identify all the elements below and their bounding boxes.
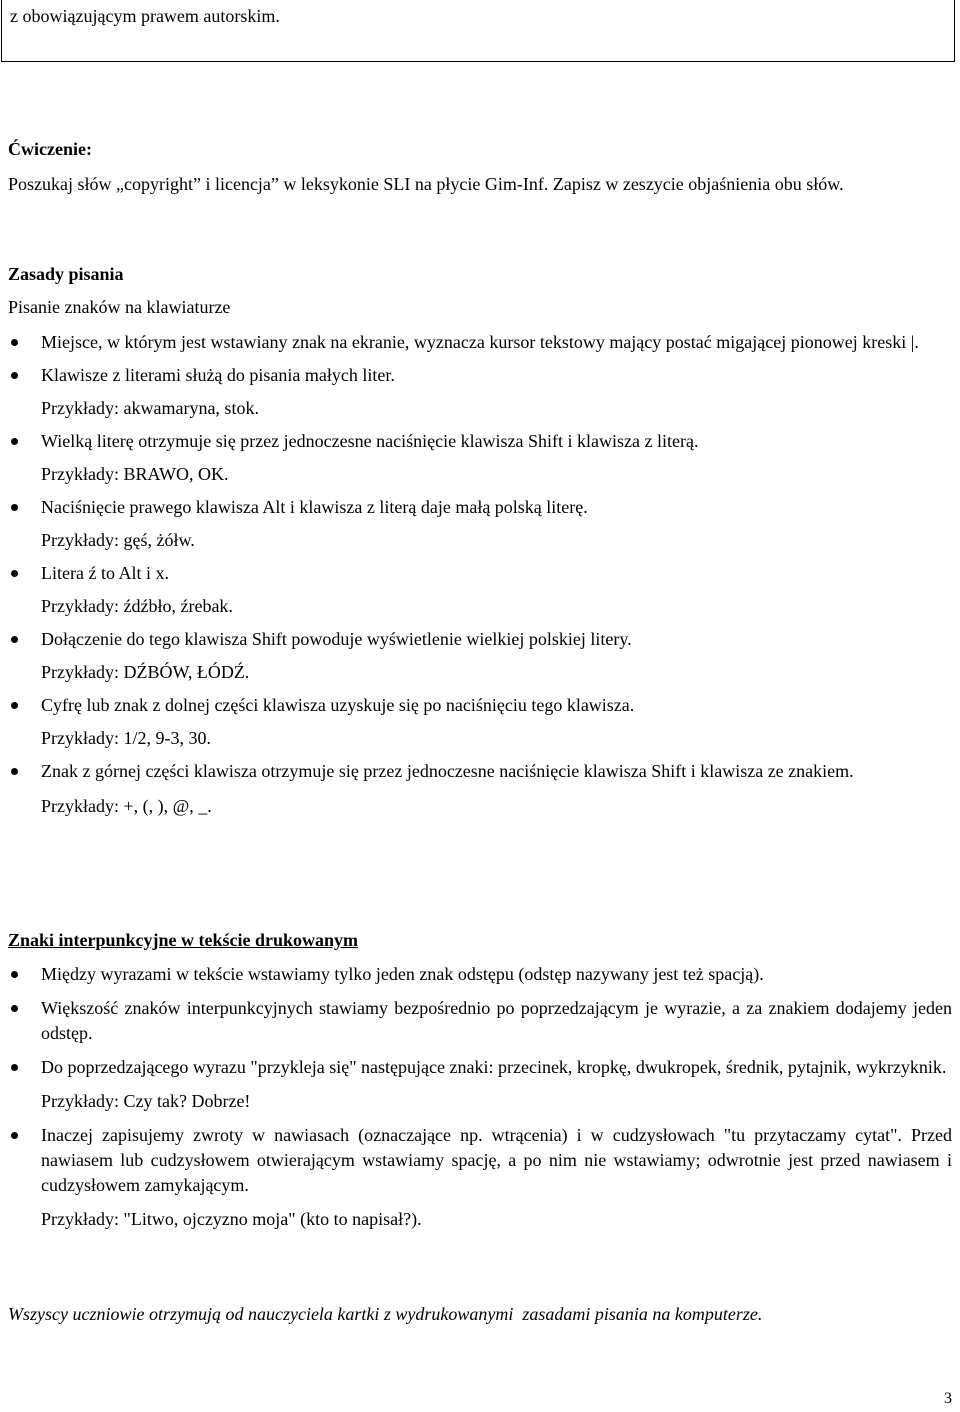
bullet-icon <box>11 971 18 978</box>
bullet-icon <box>11 438 18 445</box>
bullet-icon <box>11 372 18 379</box>
list-item-text: Dołączenie do tego klawisza Shift powoduje wyświetlenie wielkiej polskiej litery. <box>41 629 632 649</box>
bullet-icon <box>11 1132 18 1139</box>
list-item-example: Przykłady: BRAWO, OK. <box>41 464 229 484</box>
bullet-icon <box>11 504 18 511</box>
exercise-text: Poszukaj słów „copyright” i licencja” w leksykonie SLI na płycie Gim-Inf. Zapisz w zeszycie objaśnienia obu słów. <box>8 174 844 194</box>
list-item-text: Między wyrazami w tekście wstawiamy tylko jeden znak odstępu (odstęp nazywany jest też spacją). <box>41 964 764 984</box>
list-item-text: Klawisze z literami służą do pisania małych liter. <box>41 365 395 385</box>
bullet-icon <box>11 768 18 775</box>
list-item <box>8 330 952 355</box>
punctuation-list <box>8 962 952 1232</box>
writing-rules-heading: Zasady pisania <box>8 264 124 284</box>
list-item-example: Przykłady: 1/2, 9-3, 30. <box>41 728 211 748</box>
list-item <box>8 495 952 553</box>
list-item-example: Przykłady: Czy tak? Dobrze! <box>41 1091 251 1111</box>
list-item <box>8 759 952 819</box>
list-item-example: Przykłady: DŹBÓW, ŁÓDŹ. <box>41 662 250 682</box>
list-item-text: Miejsce, w którym jest wstawiany znak na ekranie, wyznacza kursor tekstowy mający postać migającej pionowej kreski |. <box>41 332 919 352</box>
list-item <box>8 561 952 619</box>
bullet-icon <box>11 702 18 709</box>
list-item-text: Cyfrę lub znak z dolnej części klawisza uzyskuje się po naciśnięciu tego klawisza. <box>41 695 635 715</box>
list-item-text: Do poprzedzającego wyrazu "przykleja się" następujące znaki: przecinek, kropkę, dwukropek, średnik, pytajnik, wykrzyknik. <box>41 1057 947 1077</box>
footer-note: Wszyscy uczniowie otrzymują od nauczyciela kartki z wydrukowanymi zasadami pisania na komputerze. <box>8 1304 763 1324</box>
list-item <box>8 1123 952 1232</box>
list-item-text: Litera ź to Alt i x. <box>41 563 169 583</box>
list-item-text: Inaczej zapisujemy zwroty w nawiasach (oznaczające np. wtrącenia) i w cudzysłowach "tu przytaczamy cytat". Przed nawiasem lub cudzysłowem otwierającym wstawiamy spację, a po nim nie wstawiamy; odwrotnie jest przed nawiasem i cudzysłowem zamykającym. <box>41 1125 952 1195</box>
exercise-heading: Ćwiczenie: <box>8 139 92 159</box>
list-item-example: Przykłady: gęś, żółw. <box>41 530 195 550</box>
page-number: 3 <box>944 1390 952 1407</box>
list-item <box>8 693 952 751</box>
writing-rules-list <box>8 330 952 819</box>
bullet-icon <box>11 1064 18 1071</box>
bullet-icon <box>11 570 18 577</box>
list-item <box>8 627 952 685</box>
list-item <box>8 1055 952 1114</box>
list-item <box>8 363 952 421</box>
list-item <box>8 429 952 487</box>
header-box <box>1 0 955 62</box>
bullet-icon <box>11 636 18 643</box>
writing-rules-subheading: Pisanie znaków na klawiaturze <box>8 297 231 317</box>
list-item-example: Przykłady: +, (, ), @, _. <box>41 796 212 816</box>
list-item-example: Przykłady: źdźbło, źrebak. <box>41 596 233 616</box>
header-box-text: z obowiązującym prawem autorskim. <box>10 6 280 26</box>
list-item <box>8 962 952 987</box>
list-item-text: Znak z górnej części klawisza otrzymuje się przez jednoczesne naciśnięcie klawisza Shift i klawisza ze znakiem. <box>41 761 854 781</box>
list-item-example: Przykłady: "Litwo, ojczyzno moja" (kto to napisał?). <box>41 1209 422 1229</box>
bullet-icon <box>11 1005 18 1012</box>
punctuation-heading: Znaki interpunkcyjne w tekście drukowanym <box>8 930 359 950</box>
list-item-example: Przykłady: akwamaryna, stok. <box>41 398 259 418</box>
list-item-text: Większość znaków interpunkcyjnych stawiamy bezpośrednio po poprzedzającym je wyrazie, a za znakiem dodajemy jeden odstęp. <box>41 998 952 1043</box>
list-item-text: Naciśnięcie prawego klawisza Alt i klawisza z literą daje małą polską literę. <box>41 497 588 517</box>
list-item-text: Wielką literę otrzymuje się przez jednoczesne naciśnięcie klawisza Shift i klawisza z literą. <box>41 431 699 451</box>
bullet-icon <box>11 339 18 346</box>
list-item <box>8 996 952 1046</box>
